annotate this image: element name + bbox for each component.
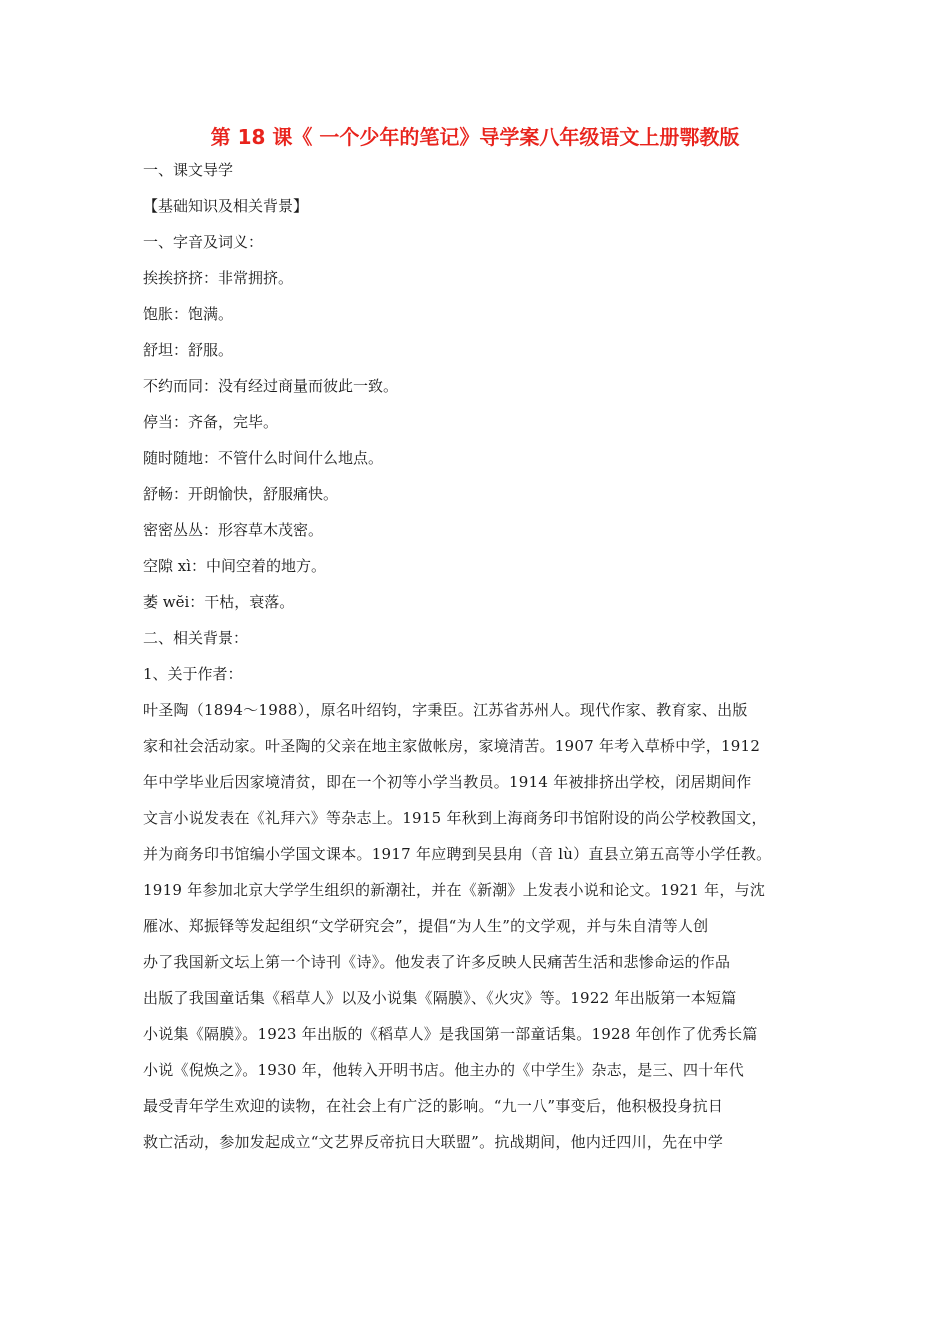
vocab-item: 不约而同：没有经过商量而彼此一致。 (143, 377, 399, 395)
document-title: 第 18 课《 一个少年的笔记》导学案八年级语文上册鄂教版 (210, 125, 740, 149)
section-heading: 二、相关背景： (143, 629, 249, 647)
paragraph-line: 并为商务印书馆编小学国文课本。1917 年应聘到吴县甪（音 lù）直县立第五高等小学任教。 (143, 845, 772, 863)
vocab-item: 挨挨挤挤：非常拥挤。 (143, 269, 294, 287)
paragraph-line: 雁冰、郑振铎等发起组织“文学研究会”，提倡“为人生”的文学观，并与朱自清等人创 (143, 917, 709, 935)
subsection-heading: 1、关于作者： (143, 665, 243, 683)
vocab-item: 舒坦：舒服。 (143, 341, 234, 359)
section-heading: 一、字音及词义： (143, 233, 264, 251)
paragraph-line: 1919 年参加北京大学学生组织的新潮社，并在《新潮》上发表小说和论文。1921 年，与沈 (143, 881, 766, 899)
document-body (143, 152, 811, 1160)
paragraph-line: 办了我国新文坛上第一个诗刊《诗》。他发表了许多反映人民痛苦生活和悲惨命运的作品 (143, 953, 731, 971)
vocab-item: 饱胀：饱满。 (143, 305, 234, 323)
vocab-item: 停当：齐备，完毕。 (143, 413, 279, 431)
paragraph-line: 小说《倪焕之》。1930 年，他转入开明书店。他主办的《中学生》杂志，是三、四十年代 (143, 1061, 744, 1079)
section-heading: 一、课文导学 (143, 161, 234, 179)
vocab-item: 舒畅：开朗愉快，舒服痛快。 (143, 485, 339, 503)
paragraph-line: 文言小说发表在《礼拜六》等杂志上。1915 年秋到上海商务印书馆附设的尚公学校教国文， (143, 809, 767, 827)
vocab-item: 空隙 xì：中间空着的地方。 (143, 557, 327, 575)
vocab-item: 萎 wĕi：干枯，衰落。 (143, 593, 295, 611)
paragraph-line: 叶圣陶（1894～1988），原名叶绍钧，字秉臣。江苏省苏州人。现代作家、教育家、出版 (143, 701, 748, 719)
vocab-item: 密密丛丛：形容草木茂密。 (143, 521, 324, 539)
paragraph-line: 救亡活动，参加发起成立“文艺界反帝抗日大联盟”。抗战期间，他内迁四川，先在中学 (143, 1133, 724, 1151)
paragraph-line: 小说集《隔膜》。1923 年出版的《稻草人》是我国第一部童话集。1928 年创作了优秀长篇 (143, 1025, 758, 1043)
paragraph-line: 家和社会活动家。叶圣陶的父亲在地主家做帐房，家境清苦。1907 年考入草桥中学，1912 (143, 737, 761, 755)
paragraph-line: 最受青年学生欢迎的读物，在社会上有广泛的影响。“九一八”事变后，他积极投身抗日 (143, 1097, 724, 1115)
paragraph-line: 出版了我国童话集《稻草人》以及小说集《隔膜》、《火灾》等。1922 年出版第一本短篇 (143, 989, 737, 1007)
paragraph-line: 年中学毕业后因家境清贫，即在一个初等小学当教员。1914 年被排挤出学校，闭居期间作 (143, 773, 752, 791)
subsection-heading: 【基础知识及相关背景】 (143, 197, 309, 215)
vocab-item: 随时随地：不管什么时间什么地点。 (143, 449, 384, 467)
